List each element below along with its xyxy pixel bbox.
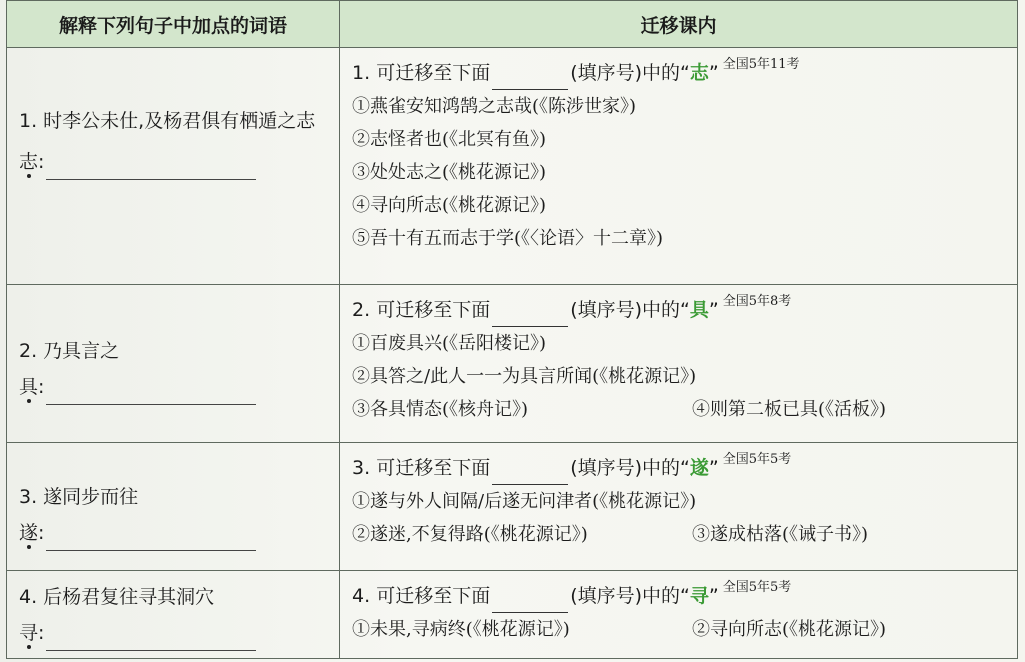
- option-item: ③处处志之(《桃花源记》): [352, 162, 547, 183]
- header-left: 解释下列句子中加点的词语: [7, 1, 340, 48]
- answer-blank[interactable]: [46, 382, 256, 405]
- transfer-cell: [340, 285, 1018, 443]
- option-item: ①百废具兴(《岳阳楼记》): [352, 333, 547, 354]
- option-item: ②具答之/此人一一为具言所闻(《桃花源记》): [352, 366, 697, 387]
- sentence-text: 4. 后杨君复往寻其洞穴: [19, 586, 215, 608]
- sentence-text: 3. 遂同步而往: [19, 486, 139, 508]
- fill-blank[interactable]: [492, 458, 568, 485]
- answer-label: 具: [19, 376, 39, 398]
- option-item: ④则第二板已具(《活板》): [692, 399, 887, 420]
- exam-tag: 全国5年5考: [722, 452, 792, 467]
- table-row: [7, 571, 1018, 659]
- table-row: [7, 443, 1018, 571]
- exam-tag: 全国5年11考: [722, 57, 800, 72]
- question-line: 3. 可迁移至下面 (填序号)中的“ 遂 ” $^{全国5年5考}$: [352, 451, 1017, 485]
- table-row: [7, 285, 1018, 443]
- keyword: 寻: [689, 585, 709, 607]
- option-item: ②遂迷,不复得路(《桃花源记》): [352, 524, 588, 545]
- answer-label: 遂: [19, 522, 39, 544]
- exam-tag: 全国5年8考: [722, 294, 792, 309]
- sentence-cell: 4. 后杨君复往寻其洞穴 寻:: [7, 571, 340, 659]
- exercise-table: [6, 0, 1018, 659]
- fill-blank[interactable]: [492, 586, 568, 613]
- question-line: 2. 可迁移至下面 (填序号)中的“ 具 ” $^{全国5年8考}$: [352, 293, 1017, 327]
- question-line: 1. 可迁移至下面 (填序号)中的“ 志 ” $^{全国5年11考}$: [352, 56, 1017, 90]
- answer-label: 寻: [19, 622, 39, 644]
- option-item: ④寻向所志(《桃花源记》): [352, 195, 547, 216]
- table-header-row: [7, 1, 1018, 48]
- header-right: 迁移课内: [340, 1, 1018, 48]
- answer-blank[interactable]: [46, 628, 256, 651]
- option-item: ③遂成枯落(《诫子书》): [692, 524, 869, 545]
- option-item: ③各具情态(《核舟记》): [352, 399, 529, 420]
- option-item: ②寻向所志(《桃花源记》): [692, 619, 887, 640]
- sentence-text: 1. 时李公未仕,及杨君俱有栖遁之志: [19, 110, 316, 132]
- option-item: ①燕雀安知鸿鹄之志哉(《陈涉世家》): [352, 96, 637, 117]
- sentence-cell: 3. 遂同步而往 遂:: [7, 443, 340, 571]
- fill-blank[interactable]: [492, 300, 568, 327]
- exam-tag: 全国5年5考: [722, 580, 792, 595]
- keyword: 志: [689, 62, 709, 84]
- sentence-text: 2. 乃具言之: [19, 340, 120, 362]
- table-row: [7, 48, 1018, 285]
- answer-blank[interactable]: [46, 157, 256, 180]
- sentence-cell: 1. 时李公未仕,及杨君俱有栖遁之志 志:: [7, 48, 340, 285]
- answer-blank[interactable]: [46, 528, 256, 551]
- sentence-cell: 2. 乃具言之 具:: [7, 285, 340, 443]
- transfer-cell: [340, 443, 1018, 571]
- transfer-cell: [340, 571, 1018, 659]
- keyword: 遂: [689, 457, 709, 479]
- transfer-cell: [340, 48, 1018, 285]
- fill-blank[interactable]: [492, 63, 568, 90]
- option-item: ①未果,寻病终(《桃花源记》): [352, 619, 570, 640]
- option-item: ②志怪者也(《北冥有鱼》): [352, 129, 547, 150]
- keyword: 具: [689, 299, 709, 321]
- question-line: 4. 可迁移至下面 (填序号)中的“ 寻 ” $^{全国5年5考}$: [352, 579, 1017, 613]
- answer-label: 志: [19, 151, 39, 173]
- option-item: ⑤吾十有五而志于学(《〈论语〉十二章》): [352, 228, 664, 249]
- option-item: ①遂与外人间隔/后遂无问津者(《桃花源记》): [352, 491, 697, 512]
